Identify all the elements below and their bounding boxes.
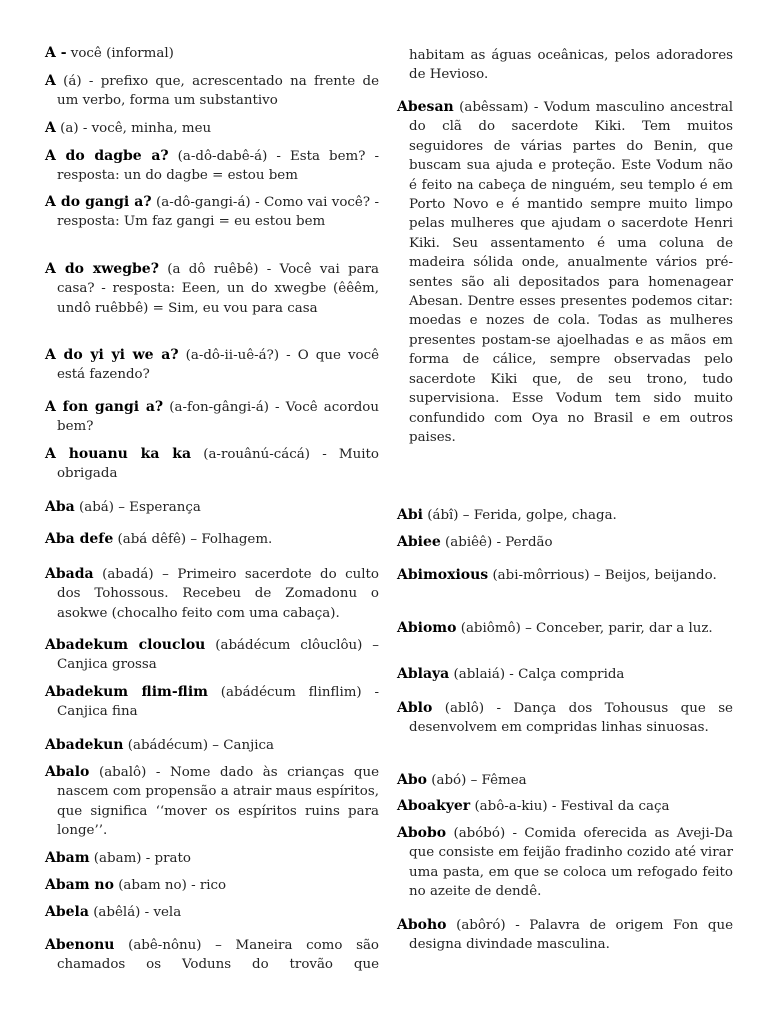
dictionary-entry	[397, 665, 733, 684]
dictionary-entry	[45, 936, 379, 975]
entry-gloss: (abalô) - Nome dado às crianças que nascem com propensão a atrair maus espíritos, que significa ‘‘mover os espíritos ruins para longe’’.	[57, 765, 379, 839]
entry-gloss: (a-rouânú-cácá) - Muito obrigada	[57, 447, 379, 482]
entry-gloss: (abêssam) - Vodum masculino ancestral do clã do sacerdote Kiki. Tem muitos seguidores de várias partes do Benin, que buscam sua ajuda e proteção. Este Vodum não é feito na cabeça de ninguém, seu templo é em Porto Novo e é mantido sempre muito limpo pelas mulheres que ajudam o sacerdote Henri Kiki. Seu assentamento é uma coluna de madeira sólida onde, anualmente vários pré-sentes são ali depositados para homenagear Abesan. Dentre esses presentes podemos citar: moedas e nozes de cola. Todas as mulheres presentes postam-se ajoelhadas e as mãos em forma de cálice, sempre observadas pelo sacerdote Kiki que, de seu trono, tudo supervisiona. Esse Vodum tem sido muito confundido com Oya no Brasil e em outros paises.	[409, 100, 733, 445]
dictionary-entry	[45, 119, 379, 138]
entry-term: Abi	[397, 507, 423, 523]
entry-term: Ablo	[397, 700, 433, 716]
dictionary-entry	[45, 72, 379, 111]
entry-gloss: (ablô) - Dança dos Tohousus que se desenvolvem em compridas linhas sinuosas.	[409, 701, 733, 736]
dictionary-entry	[397, 771, 733, 790]
entry-gloss: (abá) – Esperança	[74, 500, 201, 515]
dictionary-entry	[397, 566, 733, 585]
entry-term: Abadekun	[45, 737, 124, 753]
dictionary-entry	[45, 903, 379, 922]
dictionary-entry	[45, 849, 379, 868]
entry-gloss: (abádécum clôuclôu) – Canjica grossa	[57, 638, 379, 673]
entry-term: Abam no	[45, 877, 114, 893]
dictionary-entry	[45, 346, 379, 385]
dictionary-entry	[397, 98, 733, 447]
dictionary-entry	[397, 916, 733, 955]
entry-gloss: (a) - você, minha, meu	[55, 121, 212, 136]
entry-term: Abimoxious	[397, 567, 489, 583]
dictionary-entry-continuation	[397, 46, 733, 85]
entry-gloss: (abam) - prato	[89, 851, 191, 866]
entry-gloss: (ablaiá) - Calça comprida	[449, 667, 625, 682]
entry-gloss: (abádécum flinflim) - Canjica fina	[57, 685, 379, 720]
entry-gloss: (abá dêfê) – Folhagem.	[113, 532, 273, 547]
entry-term: A houanu ka ka	[45, 446, 192, 462]
dictionary-entry	[45, 498, 379, 517]
entry-term: Abenonu	[45, 937, 115, 953]
entry-gloss: (a-dô-dabê-á) - Esta bem? - resposta: un do dagbe = estou bem	[57, 149, 379, 184]
entry-term: A do gangi a?	[45, 194, 152, 210]
dictionary-entry	[45, 736, 379, 755]
dictionary-entry	[45, 876, 379, 895]
entry-term: Abadekum clouclou	[45, 637, 206, 653]
entry-term: Abo	[397, 772, 427, 788]
entry-term: Abobo	[397, 825, 447, 841]
dictionary-entry	[45, 636, 379, 675]
entry-gloss: (a dô ruêbê) - Você vai para casa? - resposta: Eeen, un do xwegbe (êêêm, undô ruêbbê) = Sim, eu vou para casa	[57, 262, 380, 316]
entry-term: Abiee	[397, 534, 441, 550]
entry-gloss: (abam no) - rico	[113, 878, 227, 893]
entry-gloss: (abiêê) - Perdão	[440, 535, 553, 550]
entry-term: Aba	[45, 499, 75, 515]
entry-term: Abada	[45, 566, 94, 582]
dictionary-entry	[397, 699, 733, 738]
dictionary-entry	[45, 683, 379, 722]
dictionary-entry	[397, 797, 733, 816]
entry-gloss: você (informal)	[66, 46, 174, 61]
entry-gloss: (a-fon-gângi-á) - Você acordou bem?	[57, 400, 379, 435]
entry-gloss: (abê-nônu) – Maneira como são chamados os Voduns do trovão que	[57, 938, 379, 973]
entry-term: Ablaya	[397, 666, 450, 682]
dictionary-entry	[45, 193, 379, 232]
entry-gloss: (á) - prefixo que, acrescentado na frente de um verbo, forma um substantivo	[55, 74, 379, 109]
entry-gloss: (abádécum) – Canjica	[123, 738, 275, 753]
entry-term: Aboho	[397, 917, 447, 933]
dictionary-entry	[397, 506, 733, 525]
dictionary-entry	[45, 565, 379, 623]
entry-term: A do yi yi we a?	[45, 347, 179, 363]
dictionary-entry	[45, 530, 379, 549]
entry-gloss: (a-dô-gangi-á) - Como vai você? - resposta: Um faz gangi = eu estou bem	[57, 195, 379, 230]
entry-gloss: (ábî) – Ferida, golpe, chaga.	[422, 508, 617, 523]
dictionary-entry	[397, 619, 733, 638]
dictionary-entry	[45, 44, 379, 63]
entry-term: Abam	[45, 850, 90, 866]
entry-gloss: (abadá) – Primeiro sacerdote do culto dos Tohossous. Recebeu de Zomadonu o asokwe (chocalho feito com uma cabaça).	[57, 567, 379, 621]
dictionary-entry	[397, 824, 733, 902]
dictionary-entry	[45, 260, 379, 318]
entry-gloss: (abóbó) - Comida oferecida as Aveji-Da que consiste em feijão fradinho cozido até virar uma pasta, em que se coloca um refogado feito no azeite de dendê.	[409, 826, 733, 900]
entry-term: A do dagbe a?	[45, 148, 169, 164]
entry-term: Abadekum flim-flim	[45, 684, 208, 700]
entry-gloss: (abó) – Fêmea	[427, 773, 527, 788]
entry-term: A	[45, 120, 56, 136]
entry-term: A fon gangi a?	[45, 399, 164, 415]
entry-gloss: (abiômô) – Conceber, parir, dar a luz.	[456, 621, 713, 636]
dictionary-entry	[45, 445, 379, 484]
entry-term: Abesan	[397, 99, 454, 115]
dictionary-entry	[45, 398, 379, 437]
entry-term: Abela	[45, 904, 89, 920]
entry-gloss: (abôró) - Palavra de origem Fon que designa divindade masculina.	[409, 918, 733, 953]
entry-term: A	[45, 73, 56, 89]
entry-gloss: (abêlá) - vela	[88, 905, 182, 920]
entry-term: Abiomo	[397, 620, 457, 636]
entry-term: Aba defe	[45, 531, 114, 547]
entry-gloss: (abi-môrrious) – Beijos, beijando.	[488, 568, 717, 583]
entry-gloss: (a-dô-ii-uê-á?) - O que você está fazendo?	[57, 348, 379, 383]
entry-gloss: habitam as águas oceânicas, pelos adoradores de Hevioso.	[409, 48, 733, 83]
entry-gloss: (abô-a-kiu) - Festival da caça	[470, 799, 670, 814]
entry-term: A -	[45, 45, 67, 61]
dictionary-entry	[45, 147, 379, 186]
entry-term: A do xwegbe?	[45, 261, 159, 277]
dictionary-entry	[45, 763, 379, 841]
entry-term: Aboakyer	[397, 798, 471, 814]
dictionary-entry	[397, 533, 733, 552]
entry-term: Abalo	[45, 764, 90, 780]
